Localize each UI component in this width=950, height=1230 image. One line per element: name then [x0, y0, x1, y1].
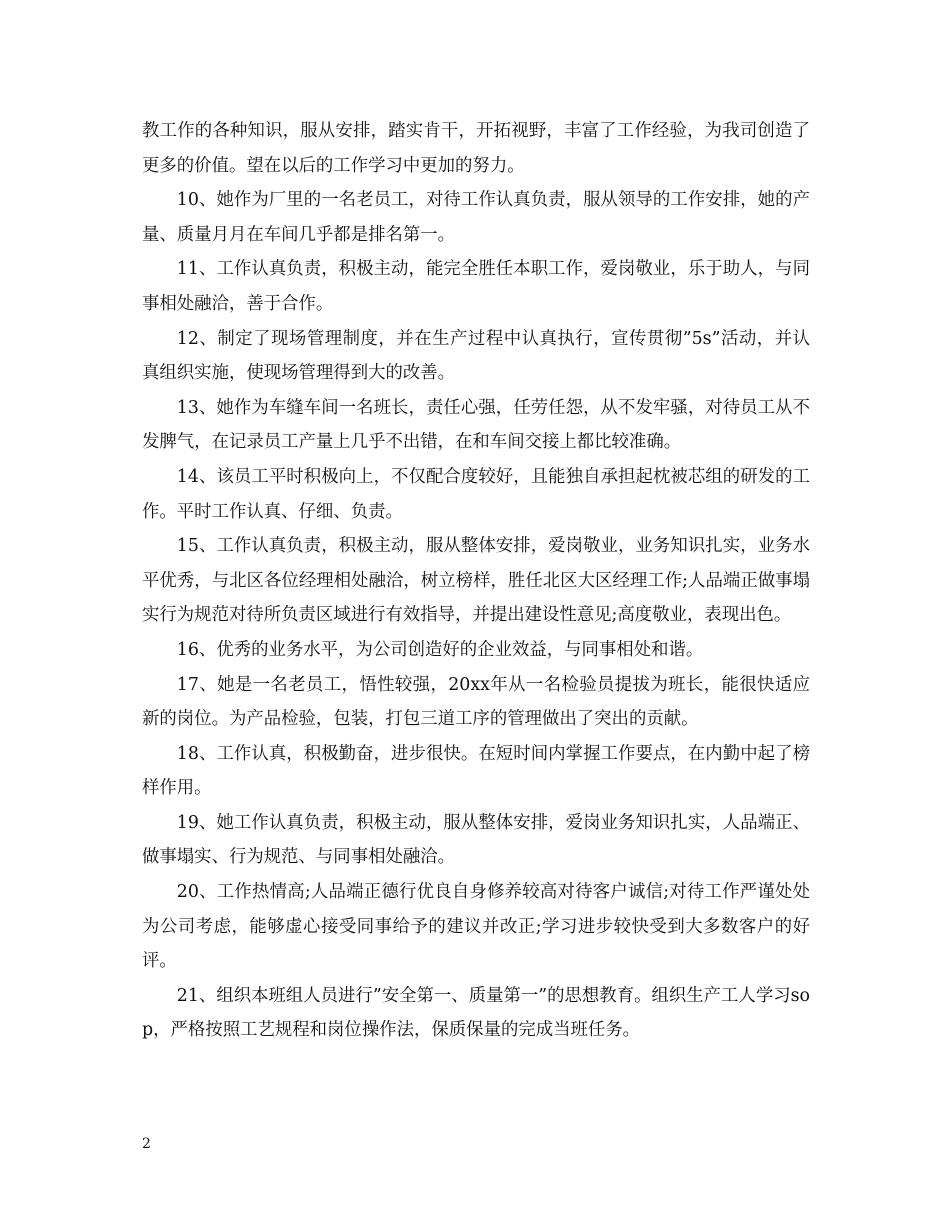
paragraph-item-19: 19、她工作认真负责，积极主动，服从整体安排，爱岗业务知识扎实，人品端正、做事塌实、行为规范、与同事相处融洽。 — [142, 812, 810, 868]
paragraph-item-21: 21、组织本班组人员进行”安全第一、质量第一”的思想教育。组织生产工人学习sop，严格按照工艺规程和岗位操作法，保质保量的完成当班任务。 — [142, 985, 810, 1041]
paragraph-item-18: 18、工作认真，积极勤奋，进步很快。在短时间内掌握工作要点，在内勤中起了榜样作用。 — [142, 743, 810, 799]
paragraph-continuation: 教工作的各种知识，服从安排，踏实肯干，开拓视野，丰富了工作经验，为我司创造了更多的价值。望在以后的工作学习中更加的努力。 — [142, 121, 810, 176]
document-body — [142, 114, 810, 1048]
paragraph-item-14: 14、该员工平时积极向上，不仅配合度较好，且能独自承担起枕被芯组的研发的工作。平时工作认真、仔细、负责。 — [142, 466, 810, 522]
paragraph-item-13: 13、她作为车缝车间一名班长，责任心强，任劳任怨，从不发牢骚，对待员工从不发脾气，在记录员工产量上几乎不出错，在和车间交接上都比较准确。 — [142, 397, 810, 453]
paragraph-item-11: 11、工作认真负责，积极主动，能完全胜任本职工作，爱岗敬业，乐于助人，与同事相处融洽，善于合作。 — [142, 259, 810, 314]
paragraph-item-17: 17、她是一名老员工，悟性较强，20xx年从一名检验员提拔为班长，能很快适应新的岗位。为产品检验，包装，打包三道工序的管理做出了突出的贡献。 — [142, 674, 810, 730]
paragraph-item-12: 12、制定了现场管理制度，并在生产过程中认真执行，宣传贯彻”5s”活动，并认真组织实施，使现场管理得到大的改善。 — [142, 328, 810, 384]
paragraph-item-10: 10、她作为厂里的一名老员工，对待工作认真负责，服从领导的工作安排，她的产量、质量月月在车间几乎都是排名第一。 — [142, 190, 810, 245]
page-number: 2 — [142, 1136, 151, 1152]
paragraph-item-20: 20、工作热情高;人品端正德行优良自身修养较高对待客户诚信;对待工作严谨处处为公司考虑，能够虚心接受同事给予的建议并改正;学习进步较快受到大多数客户的好评。 — [142, 882, 810, 972]
paragraph-item-16: 16、优秀的业务水平，为公司创造好的企业效益，与同事相处和谐。 — [176, 639, 704, 660]
paragraph-item-15: 15、工作认真负责，积极主动，服从整体安排，爱岗敬业，业务知识扎实，业务水平优秀，与北区各位经理相处融洽，树立榜样，胜任北区大区经理工作;人品端正做事塌实行为规范对待所负责区域进行有效指导，并提出建设性意见;高度敬业，表现出色。 — [142, 536, 810, 626]
